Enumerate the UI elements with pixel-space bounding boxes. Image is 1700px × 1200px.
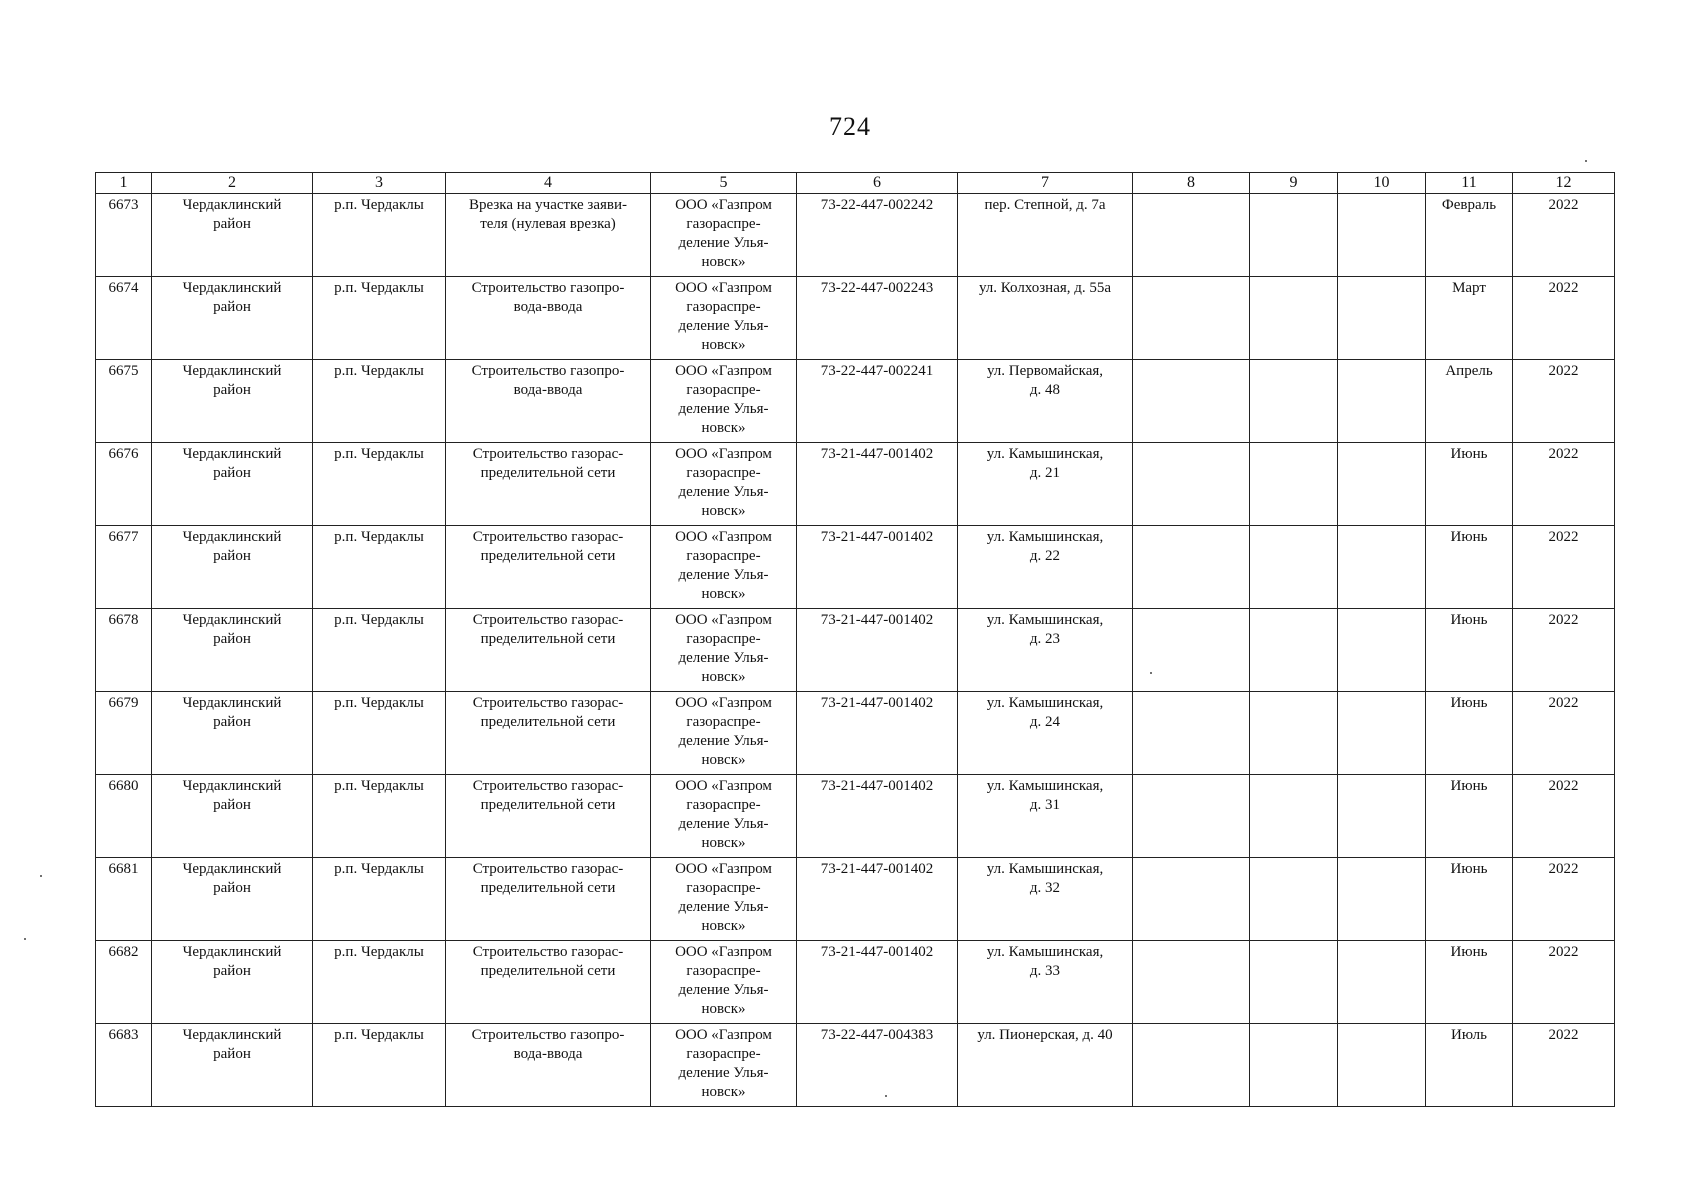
registry-code-cell	[797, 1024, 958, 1107]
district-cell-text: Чердаклинский район	[182, 944, 282, 979]
organization-cell	[651, 194, 797, 277]
column-8-cell	[1133, 692, 1250, 775]
registry-code-cell	[797, 526, 958, 609]
column-8-cell	[1133, 360, 1250, 443]
column-9-cell	[1250, 941, 1338, 1024]
work-type-cell	[446, 775, 651, 858]
row-number	[96, 775, 152, 858]
column-header-8: 8	[1133, 173, 1250, 194]
district-cell	[152, 526, 313, 609]
district-cell-text: Чердаклинский район	[182, 529, 282, 564]
scan-speck	[1585, 160, 1587, 162]
year-cell	[1513, 858, 1615, 941]
year-cell-text: 2022	[1548, 612, 1579, 628]
work-type-cell-text: Врезка на участке заяви- теля (нулевая врезка)	[469, 197, 627, 232]
registry-code-cell	[797, 194, 958, 277]
register-table	[95, 172, 1615, 1107]
month-cell	[1426, 526, 1513, 609]
year-cell	[1513, 775, 1615, 858]
row-number	[96, 526, 152, 609]
district-cell-text: Чердаклинский район	[182, 1027, 282, 1062]
district-cell-text: Чердаклинский район	[182, 695, 282, 730]
work-type-cell	[446, 609, 651, 692]
year-cell-text: 2022	[1548, 1027, 1579, 1043]
settlement-cell-text: р.п. Чердаклы	[334, 778, 424, 794]
page-number: 724	[829, 112, 871, 141]
column-header-10: 10	[1338, 173, 1426, 194]
settlement-cell-text: р.п. Чердаклы	[334, 197, 424, 213]
column-9-cell	[1250, 443, 1338, 526]
column-header-1: 1	[96, 173, 152, 194]
row-number	[96, 277, 152, 360]
address-cell-text: ул. Камышинская, д. 31	[986, 778, 1104, 813]
column-header-2: 2	[152, 173, 313, 194]
address-cell-text: ул. Колхозная, д. 55а	[978, 280, 1112, 296]
column-9-cell	[1250, 609, 1338, 692]
settlement-cell	[313, 692, 446, 775]
column-header-5: 5	[651, 173, 797, 194]
row-number-text: 6674	[108, 280, 139, 296]
column-header-3: 3	[313, 173, 446, 194]
table-row	[96, 1024, 1615, 1107]
district-cell-text: Чердаклинский район	[182, 778, 282, 813]
table-row	[96, 692, 1615, 775]
address-cell	[958, 609, 1133, 692]
registry-code-cell-text: 73-21-447-001402	[820, 778, 934, 794]
settlement-cell	[313, 609, 446, 692]
month-cell-text: Июнь	[1450, 778, 1488, 794]
year-cell	[1513, 360, 1615, 443]
column-9-cell	[1250, 858, 1338, 941]
row-number-text: 6681	[108, 861, 139, 877]
row-number	[96, 692, 152, 775]
year-cell	[1513, 941, 1615, 1024]
organization-cell-text: ООО «Газпром газораспре- деление Улья- новск»	[675, 944, 772, 1017]
row-number	[96, 360, 152, 443]
table-row	[96, 443, 1615, 526]
month-cell	[1426, 941, 1513, 1024]
month-cell	[1426, 775, 1513, 858]
address-cell	[958, 1024, 1133, 1107]
year-cell-text: 2022	[1548, 695, 1579, 711]
year-cell	[1513, 692, 1615, 775]
settlement-cell	[313, 194, 446, 277]
month-cell-text: Июнь	[1450, 944, 1488, 960]
organization-cell	[651, 443, 797, 526]
settlement-cell-text: р.п. Чердаклы	[334, 363, 424, 379]
district-cell	[152, 775, 313, 858]
settlement-cell-text: р.п. Чердаклы	[334, 695, 424, 711]
settlement-cell	[313, 277, 446, 360]
work-type-cell-text: Строительство газорас- пределительной сети	[472, 612, 624, 647]
column-8-cell	[1133, 526, 1250, 609]
month-cell	[1426, 194, 1513, 277]
row-number-text: 6673	[108, 197, 139, 213]
scan-speck	[885, 1095, 887, 1097]
work-type-cell	[446, 692, 651, 775]
scan-speck	[40, 875, 42, 877]
registry-code-cell	[797, 609, 958, 692]
settlement-cell	[313, 360, 446, 443]
row-number	[96, 858, 152, 941]
column-8-cell	[1133, 609, 1250, 692]
month-cell	[1426, 609, 1513, 692]
work-type-cell	[446, 360, 651, 443]
column-10-cell	[1338, 692, 1426, 775]
month-cell-text: Июнь	[1450, 446, 1488, 462]
column-9-cell	[1250, 692, 1338, 775]
column-9-cell	[1250, 277, 1338, 360]
row-number-text: 6679	[108, 695, 139, 711]
row-number-text: 6678	[108, 612, 139, 628]
organization-cell-text: ООО «Газпром газораспре- деление Улья- новск»	[675, 363, 772, 436]
registry-code-cell	[797, 360, 958, 443]
organization-cell-text: ООО «Газпром газораспре- деление Улья- новск»	[675, 778, 772, 851]
address-cell-text: ул. Первомайская, д. 48	[986, 363, 1104, 398]
row-number-text: 6680	[108, 778, 139, 794]
column-10-cell	[1338, 526, 1426, 609]
organization-cell-text: ООО «Газпром газораспре- деление Улья- новск»	[675, 695, 772, 768]
column-10-cell	[1338, 858, 1426, 941]
settlement-cell-text: р.п. Чердаклы	[334, 861, 424, 877]
table-row	[96, 277, 1615, 360]
district-cell-text: Чердаклинский район	[182, 363, 282, 398]
registry-code-cell	[797, 443, 958, 526]
column-header-12: 12	[1513, 173, 1615, 194]
row-number-text: 6683	[108, 1027, 139, 1043]
header-row	[96, 173, 1615, 194]
address-cell-text: ул. Камышинская, д. 23	[986, 612, 1104, 647]
column-8-cell	[1133, 194, 1250, 277]
address-cell	[958, 360, 1133, 443]
column-10-cell	[1338, 609, 1426, 692]
settlement-cell	[313, 941, 446, 1024]
address-cell	[958, 526, 1133, 609]
column-header-11: 11	[1426, 173, 1513, 194]
address-cell-text: ул. Камышинская, д. 22	[986, 529, 1104, 564]
address-cell	[958, 775, 1133, 858]
month-cell	[1426, 858, 1513, 941]
year-cell-text: 2022	[1548, 861, 1579, 877]
month-cell	[1426, 692, 1513, 775]
settlement-cell-text: р.п. Чердаклы	[334, 612, 424, 628]
row-number	[96, 443, 152, 526]
work-type-cell-text: Строительство газорас- пределительной сети	[472, 695, 624, 730]
row-number	[96, 1024, 152, 1107]
row-number-text: 6682	[108, 944, 139, 960]
work-type-cell	[446, 1024, 651, 1107]
column-8-cell	[1133, 1024, 1250, 1107]
year-cell	[1513, 526, 1615, 609]
column-9-cell	[1250, 360, 1338, 443]
row-number	[96, 941, 152, 1024]
work-type-cell-text: Строительство газопро- вода-ввода	[471, 363, 625, 398]
year-cell	[1513, 277, 1615, 360]
month-cell-text: Июнь	[1450, 529, 1488, 545]
organization-cell-text: ООО «Газпром газораспре- деление Улья- новск»	[675, 529, 772, 602]
district-cell	[152, 941, 313, 1024]
work-type-cell	[446, 941, 651, 1024]
year-cell-text: 2022	[1548, 446, 1579, 462]
settlement-cell	[313, 443, 446, 526]
work-type-cell	[446, 277, 651, 360]
organization-cell	[651, 692, 797, 775]
month-cell-text: Март	[1452, 280, 1486, 296]
address-cell	[958, 858, 1133, 941]
registry-code-cell-text: 73-22-447-004383	[820, 1027, 934, 1043]
organization-cell-text: ООО «Газпром газораспре- деление Улья- новск»	[675, 861, 772, 934]
organization-cell-text: ООО «Газпром газораспре- деление Улья- новск»	[675, 1027, 772, 1100]
address-cell-text: ул. Камышинская, д. 24	[986, 695, 1104, 730]
address-cell	[958, 277, 1133, 360]
column-header-9: 9	[1250, 173, 1338, 194]
district-cell	[152, 692, 313, 775]
registry-code-cell	[797, 941, 958, 1024]
address-cell-text: пер. Степной, д. 7а	[984, 197, 1106, 213]
column-header-7: 7	[958, 173, 1133, 194]
work-type-cell-text: Строительство газорас- пределительной сети	[472, 529, 624, 564]
organization-cell	[651, 858, 797, 941]
address-cell-text: ул. Камышинская, д. 32	[986, 861, 1104, 896]
registry-code-cell-text: 73-21-447-001402	[820, 944, 934, 960]
year-cell	[1513, 1024, 1615, 1107]
column-10-cell	[1338, 443, 1426, 526]
organization-cell	[651, 1024, 797, 1107]
address-cell	[958, 692, 1133, 775]
settlement-cell-text: р.п. Чердаклы	[334, 446, 424, 462]
organization-cell-text: ООО «Газпром газораспре- деление Улья- новск»	[675, 612, 772, 685]
organization-cell-text: ООО «Газпром газораспре- деление Улья- новск»	[675, 197, 772, 270]
row-number-text: 6675	[108, 363, 139, 379]
settlement-cell-text: р.п. Чердаклы	[334, 280, 424, 296]
table-row	[96, 194, 1615, 277]
column-10-cell	[1338, 775, 1426, 858]
scan-speck	[1150, 672, 1152, 674]
table-row	[96, 775, 1615, 858]
district-cell	[152, 443, 313, 526]
registry-code-cell-text: 73-21-447-001402	[820, 612, 934, 628]
column-8-cell	[1133, 858, 1250, 941]
year-cell-text: 2022	[1548, 944, 1579, 960]
organization-cell	[651, 941, 797, 1024]
year-cell	[1513, 194, 1615, 277]
settlement-cell	[313, 775, 446, 858]
month-cell-text: Апрель	[1445, 363, 1493, 379]
column-10-cell	[1338, 360, 1426, 443]
district-cell-text: Чердаклинский район	[182, 612, 282, 647]
organization-cell-text: ООО «Газпром газораспре- деление Улья- новск»	[675, 446, 772, 519]
settlement-cell	[313, 858, 446, 941]
address-cell-text: ул. Камышинская, д. 21	[986, 446, 1104, 481]
column-10-cell	[1338, 941, 1426, 1024]
year-cell-text: 2022	[1548, 778, 1579, 794]
work-type-cell	[446, 526, 651, 609]
row-number-text: 6677	[108, 529, 139, 545]
address-cell-text: ул. Пионерская, д. 40	[977, 1027, 1113, 1043]
table-row	[96, 941, 1615, 1024]
column-9-cell	[1250, 775, 1338, 858]
registry-code-cell-text: 73-22-447-002243	[820, 280, 934, 296]
table-row	[96, 609, 1615, 692]
organization-cell	[651, 609, 797, 692]
month-cell	[1426, 1024, 1513, 1107]
district-cell	[152, 277, 313, 360]
table-row	[96, 526, 1615, 609]
registry-code-cell	[797, 277, 958, 360]
address-cell	[958, 443, 1133, 526]
year-cell-text: 2022	[1548, 197, 1579, 213]
district-cell	[152, 858, 313, 941]
work-type-cell-text: Строительство газорас- пределительной сети	[472, 778, 624, 813]
settlement-cell-text: р.п. Чердаклы	[334, 1027, 424, 1043]
column-10-cell	[1338, 1024, 1426, 1107]
district-cell-text: Чердаклинский район	[182, 280, 282, 315]
scan-speck	[24, 938, 26, 940]
month-cell	[1426, 443, 1513, 526]
organization-cell	[651, 360, 797, 443]
work-type-cell-text: Строительство газорас- пределительной сети	[472, 861, 624, 896]
column-10-cell	[1338, 194, 1426, 277]
work-type-cell	[446, 194, 651, 277]
month-cell-text: Июль	[1451, 1027, 1487, 1043]
column-10-cell	[1338, 277, 1426, 360]
month-cell-text: Июнь	[1450, 695, 1488, 711]
month-cell	[1426, 360, 1513, 443]
month-cell-text: Июнь	[1450, 612, 1488, 628]
work-type-cell-text: Строительство газопро- вода-ввода	[471, 1027, 625, 1062]
district-cell	[152, 360, 313, 443]
registry-code-cell-text: 73-22-447-002242	[820, 197, 934, 213]
organization-cell	[651, 526, 797, 609]
column-8-cell	[1133, 277, 1250, 360]
year-cell-text: 2022	[1548, 280, 1579, 296]
month-cell	[1426, 277, 1513, 360]
registry-code-cell-text: 73-21-447-001402	[820, 529, 934, 545]
column-8-cell	[1133, 775, 1250, 858]
table-row	[96, 360, 1615, 443]
organization-cell-text: ООО «Газпром газораспре- деление Улья- новск»	[675, 280, 772, 353]
register-body	[96, 194, 1615, 1107]
work-type-cell	[446, 443, 651, 526]
column-8-cell	[1133, 941, 1250, 1024]
column-header-6: 6	[797, 173, 958, 194]
year-cell	[1513, 443, 1615, 526]
district-cell	[152, 609, 313, 692]
settlement-cell-text: р.п. Чердаклы	[334, 529, 424, 545]
work-type-cell-text: Строительство газопро- вода-ввода	[471, 280, 625, 315]
district-cell-text: Чердаклинский район	[182, 861, 282, 896]
registry-code-cell-text: 73-21-447-001402	[820, 446, 934, 462]
registry-code-cell-text: 73-22-447-002241	[820, 363, 934, 379]
column-9-cell	[1250, 526, 1338, 609]
district-cell-text: Чердаклинский район	[182, 197, 282, 232]
work-type-cell	[446, 858, 651, 941]
column-8-cell	[1133, 443, 1250, 526]
month-cell-text: Февраль	[1441, 197, 1497, 213]
year-cell-text: 2022	[1548, 363, 1579, 379]
registry-code-cell	[797, 858, 958, 941]
address-cell-text: ул. Камышинская, д. 33	[986, 944, 1104, 979]
registry-code-cell	[797, 775, 958, 858]
settlement-cell	[313, 526, 446, 609]
column-9-cell	[1250, 194, 1338, 277]
settlement-cell-text: р.п. Чердаклы	[334, 944, 424, 960]
year-cell	[1513, 609, 1615, 692]
month-cell-text: Июнь	[1450, 861, 1488, 877]
row-number	[96, 609, 152, 692]
work-type-cell-text: Строительство газорас- пределительной сети	[472, 944, 624, 979]
table-row	[96, 858, 1615, 941]
settlement-cell	[313, 1024, 446, 1107]
district-cell	[152, 194, 313, 277]
district-cell	[152, 1024, 313, 1107]
work-type-cell-text: Строительство газорас- пределительной сети	[472, 446, 624, 481]
year-cell-text: 2022	[1548, 529, 1579, 545]
registry-code-cell-text: 73-21-447-001402	[820, 695, 934, 711]
row-number-text: 6676	[108, 446, 139, 462]
registry-code-cell	[797, 692, 958, 775]
row-number	[96, 194, 152, 277]
registry-code-cell-text: 73-21-447-001402	[820, 861, 934, 877]
organization-cell	[651, 775, 797, 858]
column-header-4: 4	[446, 173, 651, 194]
address-cell	[958, 194, 1133, 277]
column-9-cell	[1250, 1024, 1338, 1107]
address-cell	[958, 941, 1133, 1024]
district-cell-text: Чердаклинский район	[182, 446, 282, 481]
organization-cell	[651, 277, 797, 360]
